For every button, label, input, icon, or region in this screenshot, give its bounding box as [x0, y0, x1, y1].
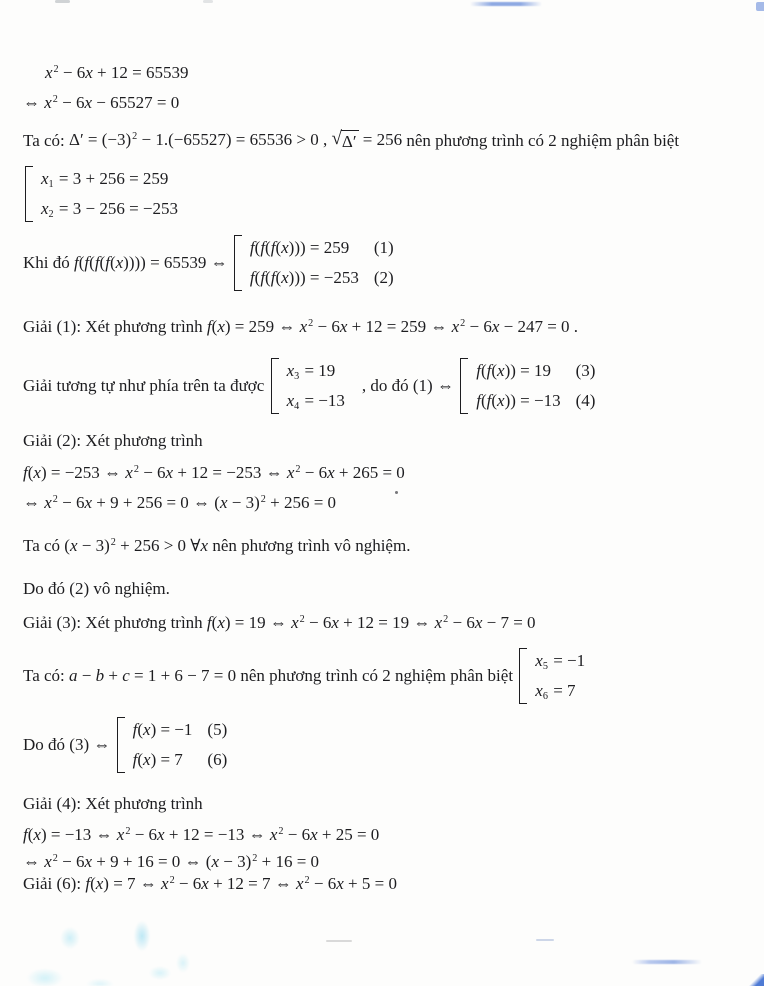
- case-equation: $x_2 = 3 - 256 = -253$: [41, 199, 178, 220]
- line-giai-2-eq1: [23, 462, 405, 484]
- line-giai-2-eq2: [23, 492, 336, 514]
- math-run: a − b + c = 1 + 6 − 7 = 0: [69, 666, 237, 686]
- case-equation: f(f(f(x))) = −253: [249, 268, 359, 288]
- text-run: Do đó (2) vô nghiệm.: [23, 579, 170, 598]
- text-run: Giải (6):: [23, 874, 86, 893]
- case-equation: $x_6 = 7$: [535, 681, 576, 702]
- text-run: Giải tương tự như phía trên ta được: [23, 376, 269, 396]
- text-run: , do đó: [361, 376, 413, 396]
- left-bracket-icon: [271, 358, 279, 414]
- case-equation: $x_1 = 3 + 256 = 259$: [41, 169, 169, 190]
- left-bracket-icon: [234, 235, 242, 291]
- left-bracket-icon: [25, 166, 33, 222]
- equation-label: (5): [207, 720, 228, 739]
- text-run: Ta có: [23, 536, 65, 555]
- case-equation: $x_3 = 19$: [286, 361, 336, 382]
- line-giai-4-eq2: [23, 851, 319, 873]
- case-equation: f(x) = −1: [132, 720, 193, 739]
- equation-label: (4): [575, 391, 596, 411]
- math-run: (1) ⇔: [412, 376, 459, 396]
- line-giai-1-result-system: [23, 360, 597, 412]
- text-run: nên phương trình có 2 nghiệm phân biệt: [236, 666, 518, 686]
- case-equation: f(x) = 7: [132, 750, 183, 770]
- math-run: f(x) = 259 ⇔ $x^2 - 6x + 12 = 259$ ⇔ $x^2 - 6x - 247 = 0$ .: [206, 317, 579, 336]
- line-eq-quadratic-65539: [45, 62, 188, 84]
- line-giai-2-conclusion: [23, 535, 410, 557]
- line-eq-quadratic-standard: [23, 92, 179, 114]
- equation-system: [460, 360, 595, 412]
- math-run: ⇔ $x^2 - 6x + 9 + 256 = 0$ ⇔ $(x - 3)^2 + 256 = 0$: [23, 493, 337, 512]
- case-equation: f(f(x)) = 19: [476, 361, 551, 380]
- math-run: $x^2 - 6x + 12 = 65539$: [45, 63, 189, 82]
- equation-system: [519, 650, 600, 702]
- case-equation: $x_4 = -13$: [286, 391, 345, 412]
- equation-system: [234, 237, 394, 289]
- left-bracket-icon: [519, 648, 527, 704]
- line-giai-1: [23, 316, 578, 338]
- math-run: $\Delta' = (-3)^2 - 1.(-65527) = 65536 > 0$ , √ Δ′ = 256: [69, 129, 402, 153]
- text-run: Giải (4): Xét phương trình: [23, 794, 203, 813]
- equation-system: [117, 719, 228, 771]
- math-run: $(x - 3)^2 + 256 > 0$ ∀x: [64, 536, 209, 555]
- math-run: f(x) = −13 ⇔ $x^2 - 6x + 12 = -13$ ⇔ $x^2 - 6x + 25 = 0$: [23, 825, 380, 844]
- text-run: Giải (3): Xét phương trình: [23, 613, 207, 632]
- line-giai-6: [23, 873, 397, 895]
- text-run: Do đó: [23, 735, 70, 755]
- text-run: Khi đó: [23, 253, 74, 273]
- math-run: f(x) = −253 ⇔ $x^2 - 6x + 12 = -253$ ⇔ $x^2 - 6x + 265 = 0$: [23, 463, 405, 482]
- line-system-x1-x2: [23, 168, 195, 220]
- equation-system: [25, 168, 193, 220]
- math-run: ⇔ $x^2 - 6x - 65527 = 0$: [23, 93, 180, 112]
- math-run: ⇔ $x^2 - 6x + 9 + 16 = 0$ ⇔ $(x - 3)^2 + 16 = 0$: [23, 852, 320, 871]
- text-run: nên phương trình vô nghiệm.: [208, 536, 411, 555]
- line-delta-computation: [23, 129, 679, 153]
- case-equation: f(f(f(x))) = 259: [249, 238, 350, 257]
- equation-system: [271, 360, 360, 412]
- line-giai-3: [23, 612, 536, 634]
- line-giai-4-eq1: [23, 824, 379, 846]
- case-equation: $x_5 = -1$: [535, 651, 586, 672]
- equation-label: (2): [373, 268, 394, 288]
- math-run: f(x) = 7 ⇔ $x^2 - 6x + 12 = 7$ ⇔ $x^2 - 6x + 5 = 0$: [85, 874, 397, 893]
- math-run: f(x) = 19 ⇔ $x^2 - 6x + 12 = 19$ ⇔ $x^2 - 6x - 7 = 0$: [206, 613, 536, 632]
- equation-label: (6): [207, 750, 228, 770]
- line-do-do-3-system: [23, 719, 229, 771]
- radical-icon: √: [331, 128, 342, 149]
- text-run: Ta có:: [23, 131, 70, 150]
- equation-label: (3): [575, 361, 596, 380]
- line-giai-4-heading: [23, 793, 203, 815]
- equation-label: (1): [373, 238, 394, 257]
- text-run: Ta có:: [23, 666, 70, 686]
- line-giai-3-roots: [23, 650, 602, 702]
- left-bracket-icon: [117, 717, 125, 773]
- math-run: f(f(f(f(x)))) = 65539 ⇔: [74, 253, 232, 273]
- line-giai-2-heading: [23, 430, 203, 452]
- text-run: nên phương trình có 2 nghiệm phân biệt: [402, 131, 680, 150]
- line-do-do-2: [23, 578, 170, 600]
- text-run: Giải (1): Xét phương trình: [23, 317, 207, 336]
- line-khi-do-system: [23, 237, 396, 289]
- case-equation: f(f(x)) = −13: [476, 391, 561, 411]
- left-bracket-icon: [460, 358, 468, 414]
- math-run: (3) ⇔: [69, 735, 115, 755]
- text-run: Giải (2): Xét phương trình: [23, 431, 203, 450]
